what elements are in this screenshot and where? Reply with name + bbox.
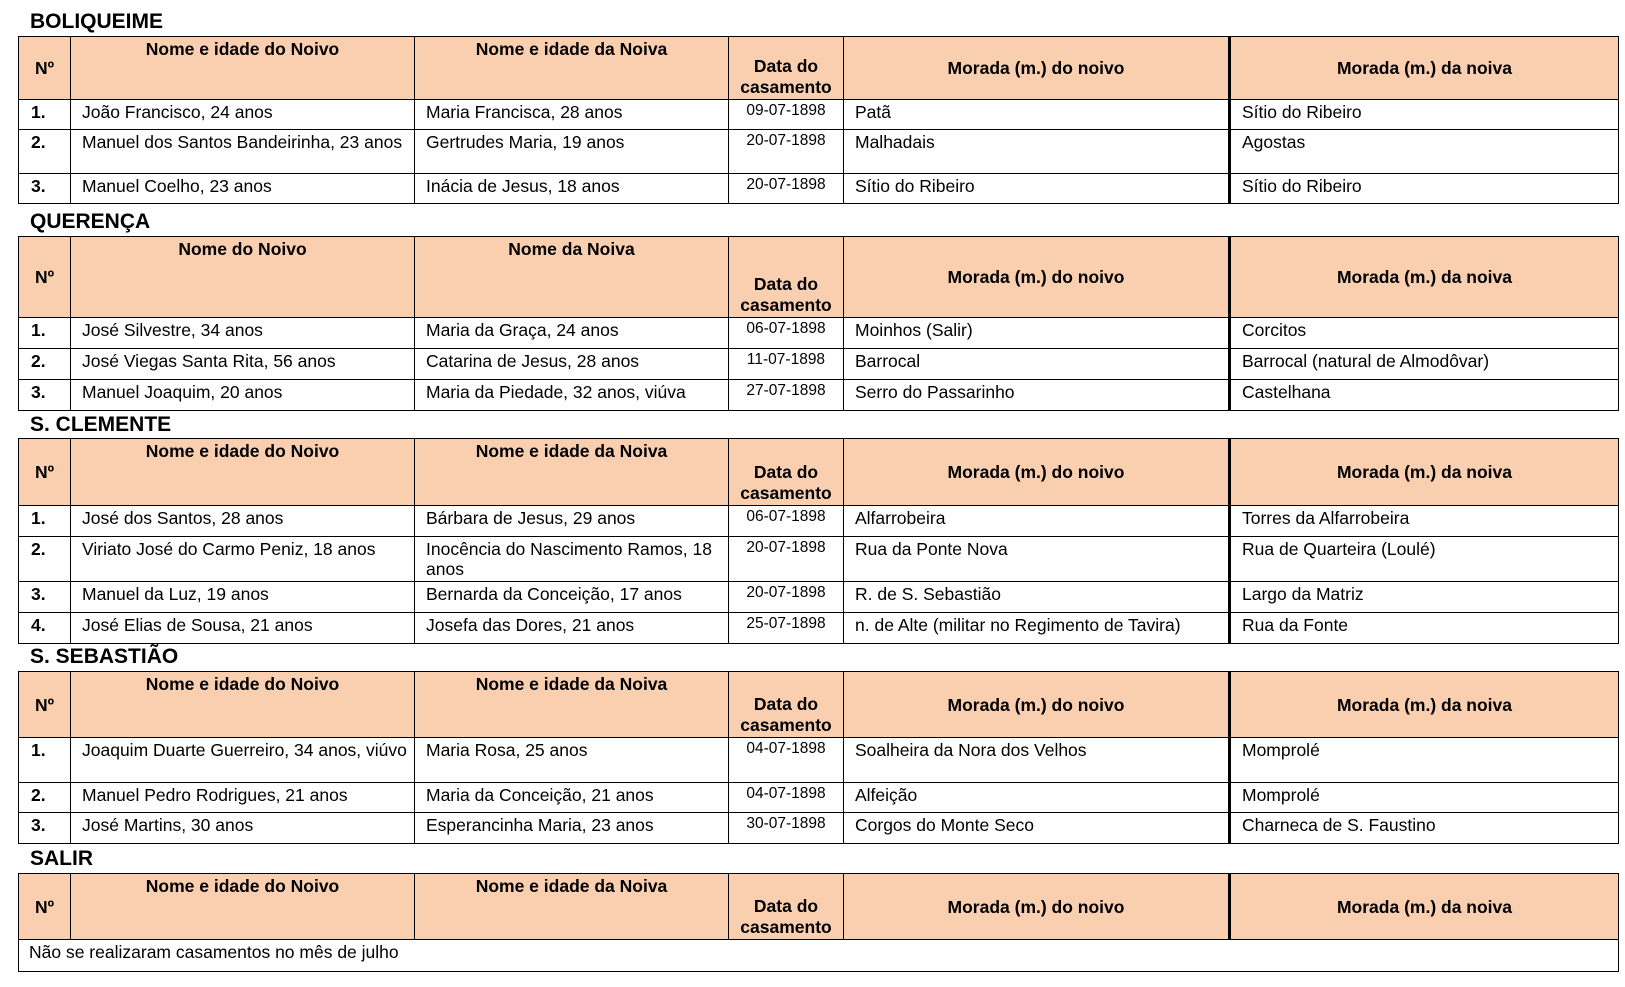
cell-date: 20-07-1898 — [729, 174, 844, 204]
cell-groom: Manuel Joaquim, 20 anos — [71, 380, 415, 411]
cell-no: 2. — [19, 537, 71, 582]
table-boliqueime — [18, 36, 1619, 204]
table-header-row — [19, 237, 1619, 318]
col-header-bride-address: Morada (m.) da noiva — [1230, 672, 1619, 738]
cell-bride-address: Castelhana — [1230, 380, 1619, 411]
col-header-date-line1: Data do — [753, 694, 819, 714]
col-header-date — [729, 874, 844, 940]
col-header-date-line1: Data do — [753, 56, 819, 76]
cell-groom: José dos Santos, 28 anos — [71, 506, 415, 537]
col-header-date-line2: casamento — [740, 77, 832, 97]
cell-groom-address: Barrocal — [844, 349, 1230, 380]
table-row — [19, 318, 1619, 349]
table-row — [19, 738, 1619, 783]
cell-groom-address: Serro do Passarinho — [844, 380, 1230, 411]
cell-no: 3. — [19, 380, 71, 411]
section-title-s-sebastiao: S. SEBASTIÃO — [30, 645, 179, 668]
table-row — [19, 783, 1619, 813]
cell-date: 04-07-1898 — [729, 738, 844, 783]
col-header-groom-address: Morada (m.) do noivo — [844, 237, 1230, 318]
col-header-date — [729, 237, 844, 318]
cell-groom: João Francisco, 24 anos — [71, 100, 415, 130]
cell-date: 20-07-1898 — [729, 582, 844, 613]
table-header-row — [19, 874, 1619, 940]
table-row — [19, 100, 1619, 130]
col-header-date-line1: Data do — [753, 462, 819, 482]
cell-bride-address: Sítio do Ribeiro — [1230, 100, 1619, 130]
cell-bride: Inácia de Jesus, 18 anos — [415, 174, 729, 204]
cell-groom: Manuel dos Santos Bandeirinha, 23 anos — [71, 130, 415, 174]
cell-date: 04-07-1898 — [729, 783, 844, 813]
col-header-groom-address: Morada (m.) do noivo — [844, 37, 1230, 100]
cell-date: 09-07-1898 — [729, 100, 844, 130]
col-header-groom: Nome e idade do Noivo — [71, 672, 415, 738]
cell-date: 20-07-1898 — [729, 537, 844, 582]
cell-no: 1. — [19, 738, 71, 783]
table-row — [19, 130, 1619, 174]
cell-no: 2. — [19, 349, 71, 380]
cell-no: 1. — [19, 318, 71, 349]
col-header-no: Nº — [19, 874, 71, 940]
cell-groom: Manuel Pedro Rodrigues, 21 anos — [71, 783, 415, 813]
cell-groom-address: Alfeição — [844, 783, 1230, 813]
cell-groom-address: Alfarrobeira — [844, 506, 1230, 537]
cell-no: 2. — [19, 130, 71, 174]
cell-bride: Bárbara de Jesus, 29 anos — [415, 506, 729, 537]
table-row — [19, 506, 1619, 537]
cell-groom: José Martins, 30 anos — [71, 813, 415, 844]
section-title-querenca: QUERENÇA — [30, 210, 151, 233]
cell-bride: Maria Francisca, 28 anos — [415, 100, 729, 130]
cell-bride: Catarina de Jesus, 28 anos — [415, 349, 729, 380]
col-header-groom: Nome e idade do Noivo — [71, 874, 415, 940]
cell-groom: José Silvestre, 34 anos — [71, 318, 415, 349]
cell-no: 3. — [19, 582, 71, 613]
col-header-bride-address: Morada (m.) da noiva — [1230, 237, 1619, 318]
col-header-bride-address: Morada (m.) da noiva — [1230, 37, 1619, 100]
col-header-bride-address: Morada (m.) da noiva — [1230, 874, 1619, 940]
table-querenca — [18, 236, 1619, 411]
col-header-bride-address: Morada (m.) da noiva — [1230, 439, 1619, 506]
table-row — [19, 613, 1619, 644]
cell-bride: Bernarda da Conceição, 17 anos — [415, 582, 729, 613]
cell-no: 4. — [19, 613, 71, 644]
cell-bride: Maria da Piedade, 32 anos, viúva — [415, 380, 729, 411]
cell-groom: Manuel Coelho, 23 anos — [71, 174, 415, 204]
cell-no: 2. — [19, 783, 71, 813]
cell-bride-address: Rua da Fonte — [1230, 613, 1619, 644]
table-row-note — [19, 940, 1619, 972]
col-header-date — [729, 439, 844, 506]
cell-bride: Maria da Graça, 24 anos — [415, 318, 729, 349]
table-header-row — [19, 439, 1619, 506]
col-header-date — [729, 672, 844, 738]
no-weddings-note: Não se realizaram casamentos no mês de julho — [19, 940, 1619, 972]
cell-groom-address: Patã — [844, 100, 1230, 130]
col-header-date-line2: casamento — [740, 483, 832, 503]
table-row — [19, 537, 1619, 582]
table-salir — [18, 873, 1619, 972]
cell-date: 27-07-1898 — [729, 380, 844, 411]
table-s-clemente — [18, 438, 1619, 644]
cell-bride-address: Largo da Matriz — [1230, 582, 1619, 613]
cell-groom: José Elias de Sousa, 21 anos — [71, 613, 415, 644]
col-header-bride: Nome e idade da Noiva — [415, 672, 729, 738]
col-header-groom: Nome e idade do Noivo — [71, 37, 415, 100]
cell-groom-address: Malhadais — [844, 130, 1230, 174]
cell-bride-address: Momprolé — [1230, 738, 1619, 783]
cell-date: 11-07-1898 — [729, 349, 844, 380]
cell-bride: Maria da Conceição, 21 anos — [415, 783, 729, 813]
cell-groom: José Viegas Santa Rita, 56 anos — [71, 349, 415, 380]
cell-bride-address: Charneca de S. Faustino — [1230, 813, 1619, 844]
cell-bride: Gertrudes Maria, 19 anos — [415, 130, 729, 174]
col-header-date-line2: casamento — [740, 715, 832, 735]
table-row — [19, 174, 1619, 204]
cell-bride-address: Sítio do Ribeiro — [1230, 174, 1619, 204]
col-header-groom-address: Morada (m.) do noivo — [844, 874, 1230, 940]
col-header-date-line2: casamento — [740, 295, 832, 315]
col-header-groom: Nome do Noivo — [71, 237, 415, 318]
table-row — [19, 349, 1619, 380]
col-header-groom-address: Morada (m.) do noivo — [844, 439, 1230, 506]
table-header-row — [19, 37, 1619, 100]
col-header-groom: Nome e idade do Noivo — [71, 439, 415, 506]
col-header-date-line2: casamento — [740, 917, 832, 937]
col-header-date — [729, 37, 844, 100]
table-row — [19, 813, 1619, 844]
cell-date: 06-07-1898 — [729, 318, 844, 349]
cell-groom-address: Sítio do Ribeiro — [844, 174, 1230, 204]
cell-bride-address: Agostas — [1230, 130, 1619, 174]
cell-groom-address: R. de S. Sebastião — [844, 582, 1230, 613]
table-row — [19, 582, 1619, 613]
table-row — [19, 380, 1619, 411]
col-header-bride: Nome e idade da Noiva — [415, 37, 729, 100]
cell-bride-address: Momprolé — [1230, 783, 1619, 813]
cell-bride-address: Barrocal (natural de Almodôvar) — [1230, 349, 1619, 380]
col-header-no: Nº — [19, 237, 71, 318]
cell-no: 1. — [19, 100, 71, 130]
table-s-sebastiao — [18, 671, 1619, 844]
section-title-boliqueime: BOLIQUEIME — [30, 10, 164, 33]
section-title-salir: SALIR — [30, 847, 93, 870]
cell-bride-address: Torres da Alfarrobeira — [1230, 506, 1619, 537]
cell-groom-address: Rua da Ponte Nova — [844, 537, 1230, 582]
cell-groom-address: Soalheira da Nora dos Velhos — [844, 738, 1230, 783]
col-header-bride: Nome da Noiva — [415, 237, 729, 318]
col-header-no: Nº — [19, 439, 71, 506]
cell-bride-address: Corcitos — [1230, 318, 1619, 349]
cell-no: 1. — [19, 506, 71, 537]
col-header-no: Nº — [19, 37, 71, 100]
cell-date: 30-07-1898 — [729, 813, 844, 844]
cell-groom: Joaquim Duarte Guerreiro, 34 anos, viúvo — [71, 738, 415, 783]
col-header-date-line1: Data do — [753, 896, 819, 916]
cell-bride: Maria Rosa, 25 anos — [415, 738, 729, 783]
col-header-groom-address: Morada (m.) do noivo — [844, 672, 1230, 738]
cell-date: 06-07-1898 — [729, 506, 844, 537]
col-header-no: Nº — [19, 672, 71, 738]
table-header-row — [19, 672, 1619, 738]
cell-groom: Viriato José do Carmo Peniz, 18 anos — [71, 537, 415, 582]
cell-date: 20-07-1898 — [729, 130, 844, 174]
col-header-bride: Nome e idade da Noiva — [415, 874, 729, 940]
cell-date: 25-07-1898 — [729, 613, 844, 644]
cell-bride-address: Rua de Quarteira (Loulé) — [1230, 537, 1619, 582]
cell-groom: Manuel da Luz, 19 anos — [71, 582, 415, 613]
section-title-s-clemente: S. CLEMENTE — [30, 413, 172, 436]
cell-bride: Inocência do Nascimento Ramos, 18 anos — [415, 537, 729, 582]
cell-groom-address: Moinhos (Salir) — [844, 318, 1230, 349]
cell-no: 3. — [19, 813, 71, 844]
cell-bride: Esperancinha Maria, 23 anos — [415, 813, 729, 844]
cell-groom-address: n. de Alte (militar no Regimento de Tavira) — [844, 613, 1230, 644]
col-header-date-line1: Data do — [753, 274, 819, 294]
cell-groom-address: Corgos do Monte Seco — [844, 813, 1230, 844]
cell-bride: Josefa das Dores, 21 anos — [415, 613, 729, 644]
cell-no: 3. — [19, 174, 71, 204]
col-header-bride: Nome e idade da Noiva — [415, 439, 729, 506]
